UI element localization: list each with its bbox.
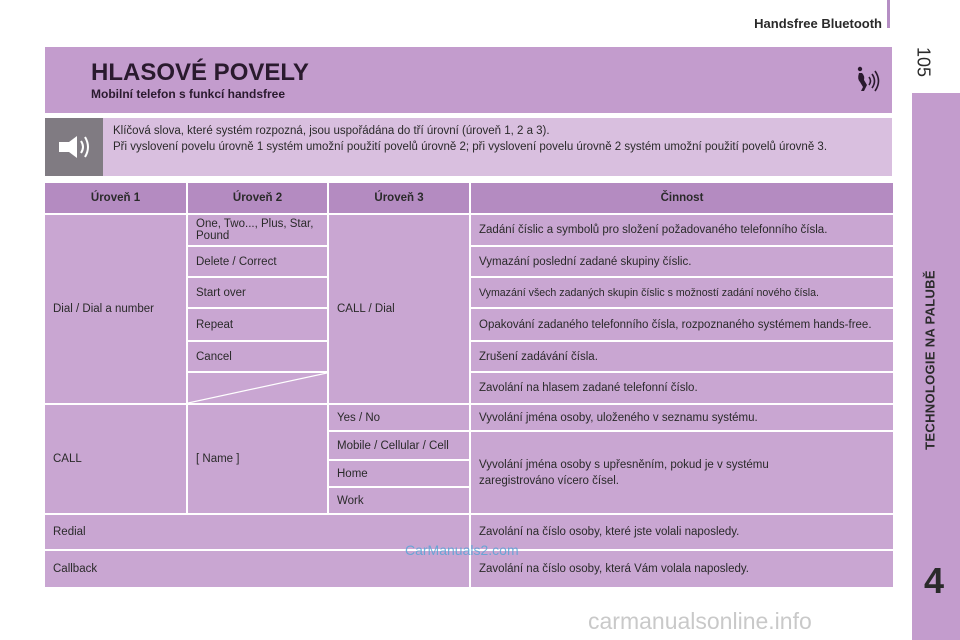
- action-cell: Zavolání na číslo osoby, které jste volali naposledy.: [471, 515, 893, 549]
- watermark: CarManuals2.com: [405, 542, 519, 558]
- col-header-action: Činnost: [471, 183, 893, 213]
- level1-cell: Redial: [45, 515, 469, 549]
- action-cell: Vymazání všech zadaných skupin číslic s možností zadání nového čísla.: [471, 278, 893, 307]
- chapter-label: TECHNOLOGIE NA PALUBĚ: [922, 270, 938, 450]
- action-cell: Zrušení zadávání čísla.: [471, 342, 893, 371]
- level1-cell: Callback: [45, 551, 469, 587]
- page-title: HLASOVÉ POVELY: [91, 59, 309, 86]
- header-divider: [887, 0, 890, 28]
- level1-cell: Dial / Dial a number: [45, 215, 186, 403]
- level2-cell: Cancel: [188, 342, 327, 371]
- col-header-level1: Úroveň 1: [45, 183, 186, 213]
- action-cell: Vymazání poslední zadané skupiny číslic.: [471, 247, 893, 276]
- level2-cell: Repeat: [188, 309, 327, 340]
- col-header-level3: Úroveň 3: [329, 183, 469, 213]
- level3-cell: Mobile / Cellular / Cell: [329, 432, 469, 459]
- action-cell: Zavolání na hlasem zadané telefonní číslo.: [471, 373, 893, 403]
- level2-cell: One, Two..., Plus, Star, Pound: [188, 215, 327, 245]
- speaker-sound-icon: [45, 118, 103, 176]
- level1-cell: CALL: [45, 405, 186, 513]
- intro-box: [45, 118, 892, 176]
- intro-line-1: Klíčová slova, které systém rozpozná, jsou uspořádána do tří úrovní (úroveň 1, 2 a 3).: [113, 125, 550, 137]
- level3-cell: Home: [329, 461, 469, 486]
- level2-cell: Start over: [188, 278, 327, 307]
- section-title: Handsfree Bluetooth: [754, 16, 882, 31]
- action-cell: Vyvolání jména osoby, uloženého v seznamu systému.: [471, 405, 893, 430]
- intro-text: [113, 124, 883, 155]
- action-cell: Vyvolání jména osoby s upřesněním, pokud je v systému zaregistrováno vícero čísel.: [471, 432, 893, 513]
- level3-cell: CALL / Dial: [329, 215, 469, 403]
- intro-line-2: Při vyslovení povelu úrovně 1 systém umožní použití povelů úrovně 2; při vyslovení povelu úrovně 2 systém umožní použití povelů úrovně 3.: [113, 140, 828, 153]
- level2-cell: [ Name ]: [188, 405, 327, 513]
- col-header-level2: Úroveň 2: [188, 183, 327, 213]
- level2-empty-cell: [188, 373, 327, 403]
- level3-cell: Work: [329, 488, 469, 513]
- diagonal-strike: [188, 373, 327, 403]
- action-cell: Opakování zadaného telefonního čísla, rozpoznaného systémem hands-free.: [471, 309, 893, 340]
- level2-cell: Delete / Correct: [188, 247, 327, 276]
- page-subtitle: Mobilní telefon s funkcí handsfree: [91, 87, 286, 101]
- title-banner: [45, 47, 892, 113]
- level3-cell: Yes / No: [329, 405, 469, 430]
- action-cell: Zadání číslic a symbolů pro složení požadovaného telefonního čísla.: [471, 215, 893, 245]
- voice-command-table: [45, 183, 893, 588]
- watermark: carmanualsonline.info: [588, 608, 812, 634]
- action-cell: Zavolání na číslo osoby, která Vám volala naposledy.: [471, 551, 893, 587]
- intro-icon-box: [45, 118, 103, 176]
- page-number: 105: [913, 46, 934, 78]
- chapter-number: 4: [923, 560, 945, 601]
- voice-command-icon: [854, 65, 880, 95]
